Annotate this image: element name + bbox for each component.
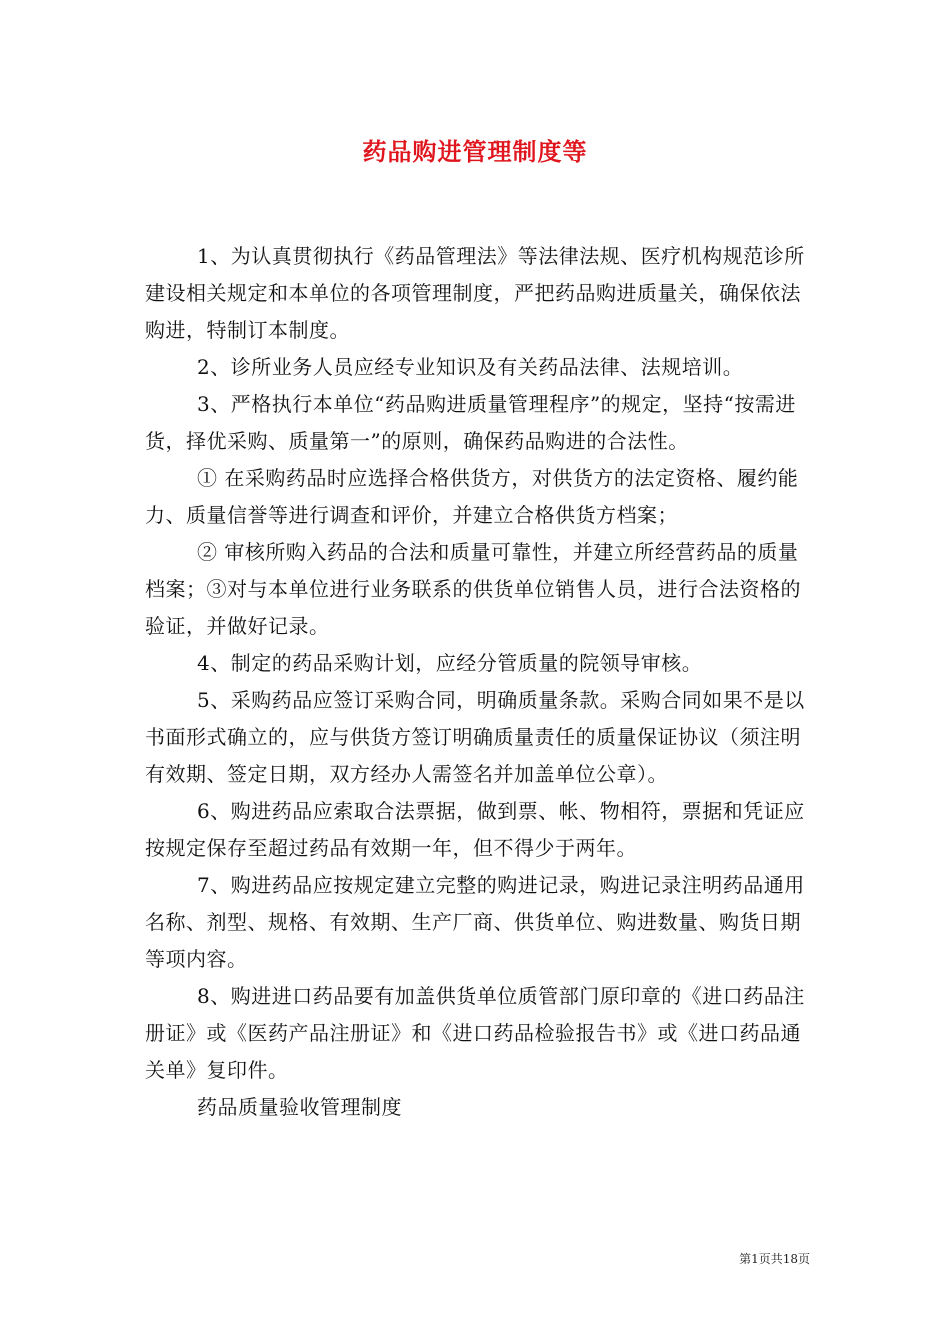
document-title: 药品购进管理制度等 bbox=[362, 137, 588, 166]
paragraph: 6、购进药品应索取合法票据，做到票、帐、物相符，票据和凭证应按规定保存至超过药品有效期一年，但不得少于两年。 bbox=[145, 799, 805, 860]
document-body bbox=[145, 238, 810, 1126]
paragraph: 2、诊所业务人员应经专业知识及有关药品法律、法规培训。 bbox=[197, 355, 744, 379]
paragraph: 1、为认真贯彻执行《药品管理法》等法律法规、医疗机构规范诊所建设相关规定和本单位的各项管理制度，严把药品购进质量关，确保依法购进，特制订本制度。 bbox=[145, 244, 805, 342]
section-heading: 药品质量验收管理制度 bbox=[197, 1095, 402, 1119]
page-number: 第1页共18页 bbox=[739, 1252, 810, 1266]
paragraph: 4、制定的药品采购计划，应经分管质量的院领导审核。 bbox=[197, 651, 703, 675]
paragraph: 5、采购药品应签订采购合同，明确质量条款。采购合同如果不是以书面形式确立的，应与供货方签订明确质量责任的质量保证协议（须注明有效期、签定日期，双方经办人需签名并加盖单位公章）。 bbox=[145, 688, 805, 786]
paragraph: ② 审核所购入药品的合法和质量可靠性，并建立所经营药品的质量档案；③对与本单位进行业务联系的供货单位销售人员，进行合法资格的验证，并做好记录。 bbox=[145, 540, 801, 638]
paragraph: ① 在采购药品时应选择合格供货方，对供货方的法定资格、履约能力、质量信誉等进行调查和评价，并建立合格供货方档案； bbox=[145, 466, 799, 527]
paragraph: 8、购进进口药品要有加盖供货单位质管部门原印章的《进口药品注册证》或《医药产品注册证》和《进口药品检验报告书》或《进口药品通关单》复印件。 bbox=[145, 984, 805, 1082]
paragraph: 7、购进药品应按规定建立完整的购进记录，购进记录注明药品通用名称、剂型、规格、有效期、生产厂商、供货单位、购进数量、购货日期等项内容。 bbox=[145, 873, 805, 971]
paragraph: 3、严格执行本单位“药品购进质量管理程序”的规定，坚持“按需进货，择优采购、质量第一”的原则，确保药品购进的合法性。 bbox=[145, 392, 796, 453]
